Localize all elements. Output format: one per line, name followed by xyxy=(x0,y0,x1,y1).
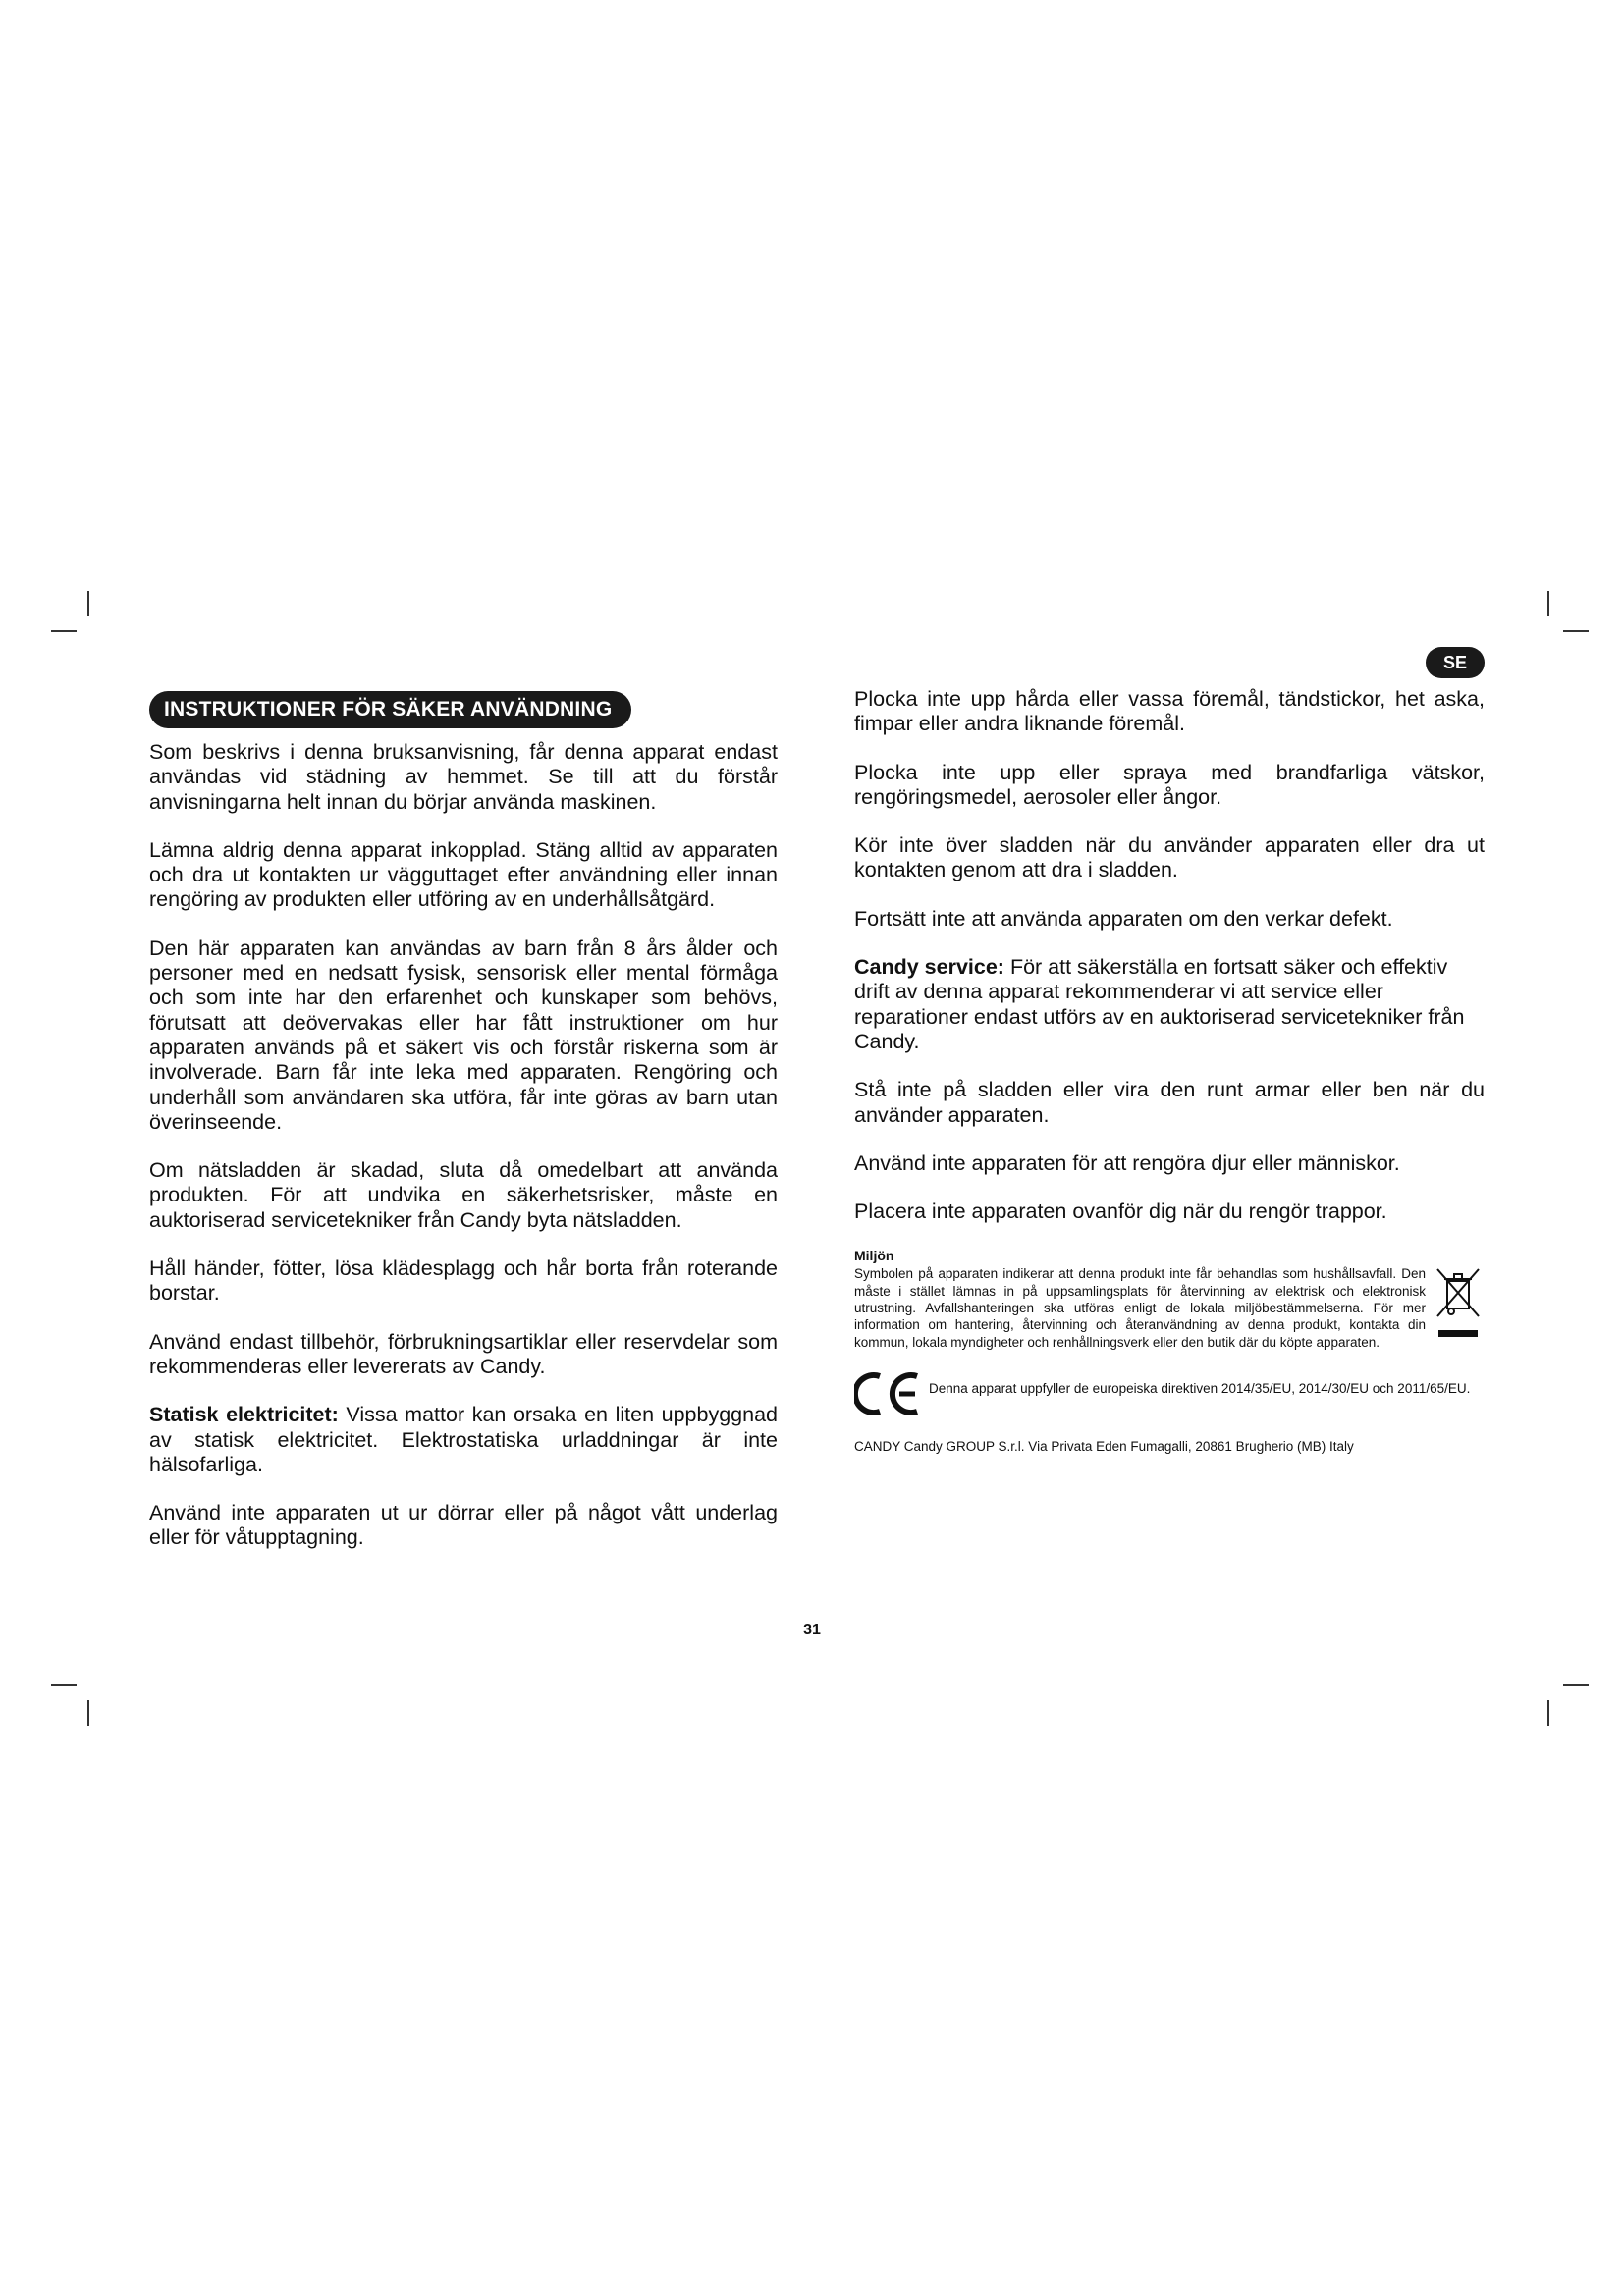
candy-service-paragraph xyxy=(854,955,1485,1054)
paragraph: Lämna aldrig denna apparat inkopplad. Stäng alltid av apparaten och dra ut kontakten ur vägguttaget efter användning eller innan rengöring av produkten eller utföring av en underhållsåtgärd. xyxy=(149,837,778,912)
company-address: CANDY Candy GROUP S.r.l. Via Privata Eden Fumagalli, 20861 Brugherio (MB) Italy xyxy=(854,1438,1354,1454)
environment-title: Miljön xyxy=(854,1248,894,1264)
section-title: INSTRUKTIONER FÖR SÄKER ANVÄNDNING xyxy=(149,691,631,728)
environment-text: Symbolen på apparaten indikerar att denna produkt inte får behandlas som hushållsavfall. Den måste i stället lämnas in på uppsamlingsplats för återvinning av elektrisk och elektronisk utrustning. Avfallshanteringen ska utföras enligt de lokala miljöbestämmelserna. För mer information om hantering, återvinning och återanvändning av denna produkt, kontakta din kommun, lokala myndigheter och renhållningsverk eller den butik där du köpte apparaten. xyxy=(854,1266,1426,1350)
paragraph: Kör inte över sladden när du använder apparaten eller dra ut kontakten genom att dra i sladden. xyxy=(854,833,1485,882)
environment-section xyxy=(854,1265,1485,1350)
ce-text: Denna apparat uppfyller de europeiska direktiven 2014/35/EU, 2014/30/EU och 2011/65/EU. xyxy=(929,1380,1471,1396)
crop-mark xyxy=(51,1684,77,1686)
crop-mark xyxy=(1563,1684,1589,1686)
crop-mark xyxy=(87,591,89,616)
static-electricity-paragraph xyxy=(149,1403,778,1477)
paragraph: Placera inte apparaten ovanför dig när du rengör trappor. xyxy=(854,1200,1387,1224)
static-text: Vissa mattor kan orsaka en liten uppbyggnad av statisk elektricitet. Elektrostatiska urladdningar är inte hälsofarliga. xyxy=(149,1403,778,1476)
weee-crossed-bin-icon xyxy=(1432,1261,1485,1350)
paragraph: Stå inte på sladden eller vira den runt armar eller ben när du använder apparaten. xyxy=(854,1078,1485,1127)
paragraph: Håll händer, fötter, lösa klädesplagg och hår borta från roterande borstar. xyxy=(149,1256,778,1306)
right-column xyxy=(854,687,1485,1454)
crop-mark xyxy=(1563,630,1589,632)
paragraph: Den här apparaten kan användas av barn från 8 års ålder och personer med en nedsatt fysisk, sensorisk eller mental förmåga och som inte har den erfarenhet och kunskaper som behövs, förutsatt att deövervakas eller har fått instruktioner om hur apparaten används på et säkert vis och förstår riskerna som är involverade. Barn får inte leka med apparaten. Rengöring och underhåll som användaren ska utföra, får inte göras av barn utan överinseende. xyxy=(149,935,778,1134)
ce-section xyxy=(854,1370,1485,1421)
crop-mark xyxy=(51,630,77,632)
paragraph: Använd inte apparaten för att rengöra djur eller människor. xyxy=(854,1150,1400,1175)
language-badge: SE xyxy=(1426,647,1485,678)
page-number: 31 xyxy=(803,1622,821,1638)
paragraph: Använd inte apparaten ut ur dörrar eller på något vått underlag eller för våtupptagning. xyxy=(149,1501,778,1550)
paragraph: Plocka inte upp hårda eller vassa föremål, tändstickor, het aska, fimpar eller andra liknande föremål. xyxy=(854,687,1485,736)
paragraph: Plocka inte upp eller spraya med brandfarliga vätskor, rengöringsmedel, aerosoler eller ångor. xyxy=(854,760,1485,809)
crop-mark xyxy=(1547,591,1549,616)
paragraph: Om nätsladden är skadad, sluta då omedelbart att använda produkten. För att undvika en säkerhetsrisker, måste en auktoriserad servicetekniker från Candy byta nätsladden. xyxy=(149,1158,778,1232)
left-column xyxy=(149,691,778,1575)
paragraph: Fortsätt inte att använda apparaten om den verkar defekt. xyxy=(854,906,1393,931)
paragraph: Använd endast tillbehör, förbrukningsartiklar eller reservdelar som rekommenderas eller levererats av Candy. xyxy=(149,1329,778,1378)
ce-mark-icon xyxy=(854,1370,927,1417)
service-text: För att säkerställa en fortsatt säker och effektiv drift av denna apparat rekommenderar vi att service eller reparationer endast utförs av en auktoriserad servicetekniker från Candy. xyxy=(854,955,1465,1053)
crop-mark xyxy=(1547,1700,1549,1726)
service-label: Candy service: xyxy=(854,955,1004,980)
static-label: Statisk elektricitet: xyxy=(149,1403,339,1427)
paragraph: Som beskrivs i denna bruksanvisning, får denna apparat endast användas vid städning av hemmet. Se till att du förstår anvisningarna helt innan du börjar använda maskinen. xyxy=(149,740,778,814)
crop-mark xyxy=(87,1700,89,1726)
